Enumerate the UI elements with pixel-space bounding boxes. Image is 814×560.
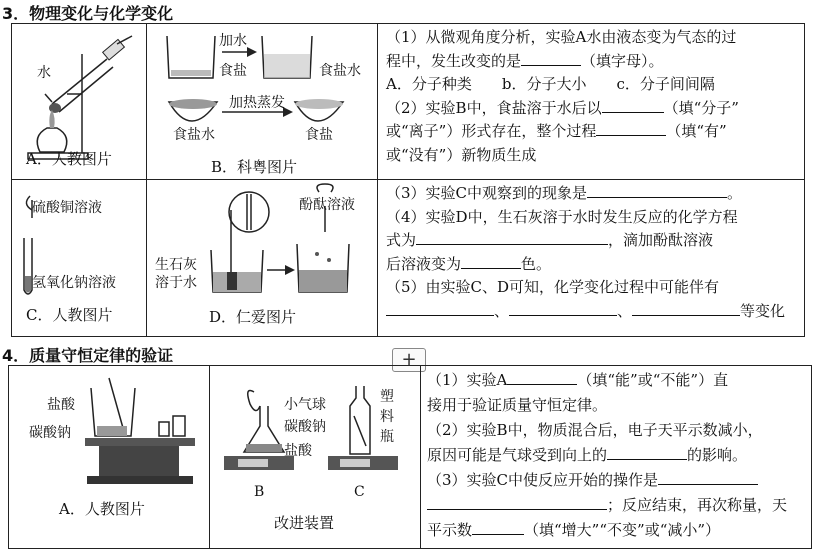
q2-line5: （5）由实验C、D可知，化学变化过程中可能伴有	[386, 278, 720, 296]
q1-line5: 或“离子”）形式存在，整个过程 （填“有”	[386, 122, 727, 140]
label-b: B	[254, 484, 265, 500]
q4-line6: ；反应结束，再次称量，天	[427, 493, 805, 518]
q2-line2: （4）实验D中，生石灰溶于水时发生反应的化学方程	[386, 207, 738, 226]
hcl-label-b: 盐酸	[284, 443, 312, 459]
naoh-label: 氢氧化钠溶液	[32, 275, 116, 291]
salt-water-label: 食盐水	[319, 63, 361, 79]
salt-label: 食盐	[219, 63, 247, 79]
q4-line4: 原因可能是气球受到向上的 的影响。	[427, 446, 748, 464]
balloon-label: 小气球	[284, 397, 326, 413]
answer-blank-6[interactable]	[461, 254, 521, 269]
na2co3-label: 碳酸钠	[29, 425, 71, 441]
option-a: A．分子种类	[386, 75, 472, 93]
q4-line7: 平示数 （填“增大”“不变”或“减小”）	[427, 521, 721, 539]
answer-blank-12[interactable]	[658, 470, 758, 485]
answer-blank-7[interactable]	[386, 301, 494, 316]
answer-blank-1[interactable]	[521, 51, 581, 66]
answer-blank-2[interactable]	[602, 98, 664, 113]
caption-3d: D．仁爱图片	[209, 308, 297, 326]
section3-table	[11, 23, 805, 337]
cell-3d	[147, 180, 378, 337]
answer-blank-9[interactable]	[632, 301, 740, 316]
salt-water-label-2: 食盐水	[173, 127, 215, 143]
option-c: c．分子间间隔	[616, 75, 715, 93]
quicklime-label-2: 溶于水	[155, 275, 197, 291]
section4-table	[8, 365, 812, 549]
bottle-label-2: 料	[380, 409, 394, 425]
option-b: b．分子大小	[501, 75, 587, 93]
cell-3c	[12, 180, 147, 337]
bottle-label-1: 塑	[380, 389, 394, 405]
evaporate-label: 加热蒸发	[229, 95, 285, 111]
bottle-label-3: 瓶	[380, 429, 394, 445]
add-button[interactable]: +	[392, 348, 426, 372]
q2-line4: 后溶液变为 色。	[386, 254, 552, 273]
cell-4-questions	[421, 366, 812, 549]
caption-4b: 改进装置	[274, 514, 335, 532]
q4-line1: （1）实验A （填“能”或“不能”）直	[427, 371, 729, 389]
answer-blank-3[interactable]	[596, 121, 666, 136]
salt-label-2: 食盐	[305, 127, 333, 143]
answer-blank-8[interactable]	[509, 301, 617, 316]
q2-line3: 式为 ，滴加酚酞溶液	[386, 231, 714, 249]
q2-line6: 、 、 等变化	[386, 300, 798, 324]
quicklime-label-1: 生石灰	[155, 257, 197, 273]
balance-figure	[9, 366, 209, 549]
cell-3-questions-2	[378, 180, 805, 337]
section4-title: 4．质量守恒定律的验证	[2, 346, 174, 365]
na2co3-label-b: 碳酸钠	[284, 419, 326, 435]
answer-blank-5[interactable]	[416, 230, 608, 245]
answer-blank-13[interactable]	[427, 495, 607, 510]
q1-line2: 程中，发生改变的是 （填字母）。	[386, 51, 664, 70]
label-c: C	[354, 484, 365, 500]
q2-line1: （3）实验C中观察到的现象是 。	[386, 184, 743, 202]
cell-4b	[210, 366, 421, 549]
hcl-label: 盐酸	[47, 397, 75, 413]
answer-blank-11[interactable]	[607, 445, 687, 460]
q1-line4: （2）实验B中，食盐溶于水后以 （填“分子”	[386, 98, 739, 117]
q1-options	[386, 73, 798, 97]
q1-line6: 或“没有”）新物质生成	[386, 145, 537, 164]
phenolphthalein-label: 酚酞溶液	[299, 197, 355, 213]
answer-blank-10[interactable]	[507, 370, 577, 385]
cell-3-questions-1	[378, 24, 805, 180]
q1-line1: （1）从微观角度分析，实验A水由液态变为气态的过	[386, 28, 737, 46]
caption-3c: C．人教图片	[26, 306, 113, 324]
q4-line2: 接用于验证质量守恒定律。	[427, 396, 608, 414]
cell-3a	[12, 24, 147, 180]
add-water-label: 加水	[219, 33, 247, 49]
caption-3a: A．人教图片	[26, 150, 112, 168]
answer-blank-14[interactable]	[472, 520, 524, 535]
cell-3b	[147, 24, 378, 180]
caption-4a: A．人教图片	[59, 500, 145, 518]
cell-4a	[9, 366, 210, 549]
caption-3b: B．科粤图片	[211, 158, 298, 176]
q4-line5: （3）实验C中使反应开始的操作是	[427, 468, 805, 493]
q4-line3: （2）实验B中，物质混合后，电子天平示数减小，	[427, 421, 763, 439]
answer-blank-4[interactable]	[587, 183, 727, 198]
section3-title: 3．物理变化与化学变化	[2, 4, 174, 23]
copper-sulfate-label: 硫酸铜溶液	[32, 200, 102, 216]
water-label: 水	[37, 65, 51, 81]
